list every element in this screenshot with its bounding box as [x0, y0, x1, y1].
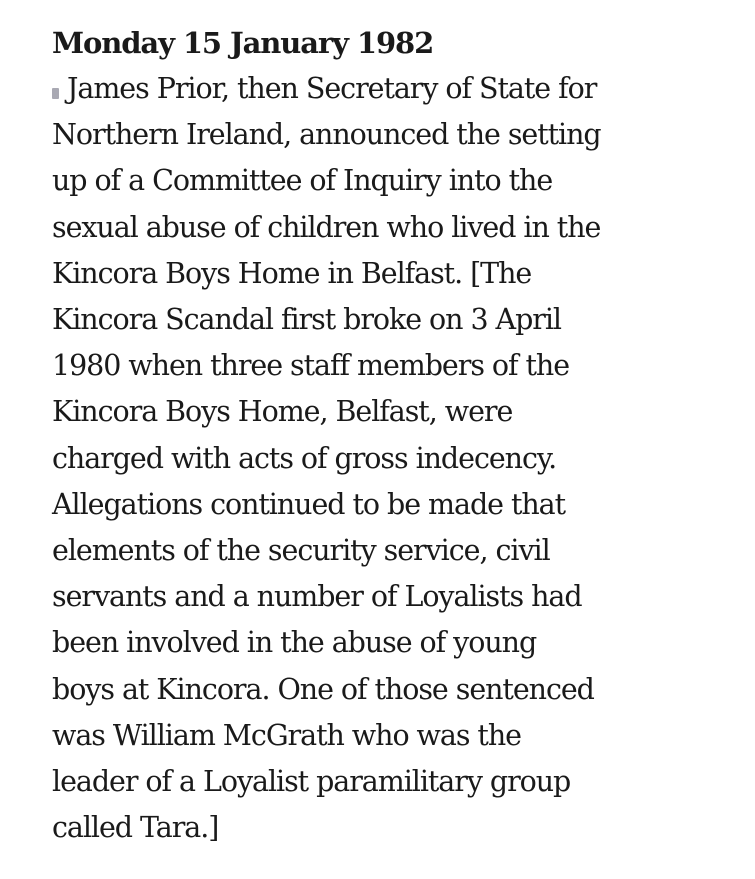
entry-line: servants and a number of Loyalists had — [52, 580, 582, 614]
entry-line: Kincora Boys Home, Belfast, were — [52, 395, 513, 429]
entry-line: Northern Ireland, announced the setting — [52, 118, 601, 152]
entry-line: been involved in the abuse of young — [52, 626, 537, 660]
entry-line: 1980 when three staff members of the — [52, 349, 570, 383]
entry-line: Kincora Boys Home in Belfast. [The — [52, 256, 532, 290]
entry-line: up of a Committee of Inquiry into the — [52, 164, 553, 198]
date-heading: Monday 15 January 1982 — [52, 26, 434, 60]
entry-line: charged with acts of gross indecency. — [52, 441, 557, 475]
entry-line: called Tara.] — [52, 811, 219, 845]
entry-line-text: James Prior, then Secretary of State for — [67, 72, 597, 105]
entry-line: sexual abuse of children who lived in the — [52, 210, 601, 244]
entry-line: Allegations continued to be made that — [52, 487, 566, 521]
entry-line: Kincora Scandal first broke on 3 April — [52, 303, 561, 337]
bullet-icon — [52, 88, 59, 99]
entry-paragraph — [52, 66, 714, 851]
entry-line: was William McGrath who was the — [52, 718, 521, 752]
entry-line: boys at Kincora. One of those sentenced — [52, 672, 594, 706]
entry-line — [52, 66, 714, 112]
entry-line: elements of the security service, civil — [52, 534, 550, 568]
entry-line: leader of a Loyalist paramilitary group — [52, 765, 571, 799]
article — [52, 20, 714, 851]
